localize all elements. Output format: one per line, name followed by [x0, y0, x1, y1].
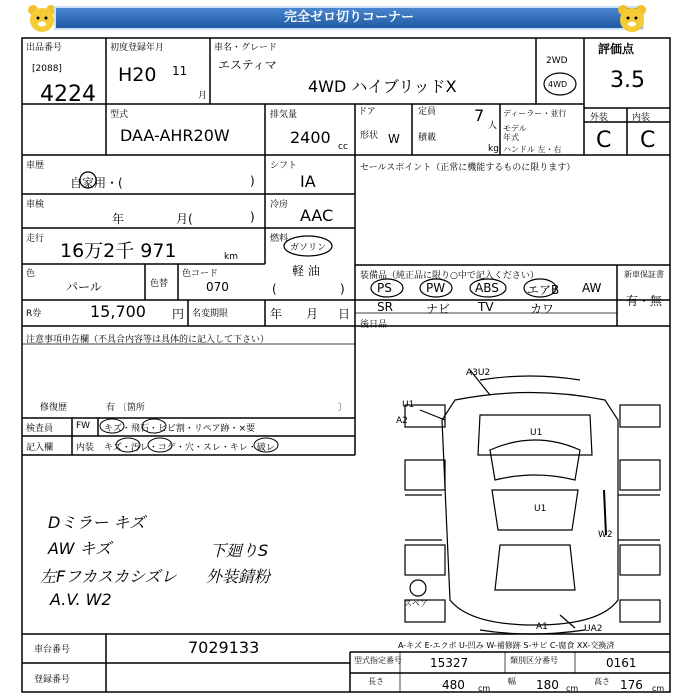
model-label: 型式 [110, 110, 129, 120]
first-reg-month: 11 [172, 64, 188, 78]
inspection-label: 車検 [26, 200, 45, 210]
recycle-unit: 円 [172, 307, 185, 321]
dims-unit: cm [478, 684, 491, 693]
inspection-year: 年 [112, 212, 125, 226]
equipment-abs: ABS [475, 281, 499, 295]
equipment-ps: PS [377, 281, 392, 295]
exterior-value: C [596, 128, 612, 153]
diagram-mark: W2 [598, 530, 613, 540]
color-change-label: 色替 [150, 279, 169, 289]
displacement-value: 2400 [290, 128, 331, 147]
drive-label: 2WD [546, 56, 568, 66]
equipment-aw: AW [582, 281, 602, 295]
damage-row-exterior: キズ・飛石・ヒビ割・リペア跡・×要 [104, 424, 256, 434]
dims-width-label: 幅 [508, 677, 516, 686]
lot-code: [2088] [32, 64, 62, 74]
history-value: 自家用・( [70, 176, 123, 190]
damage-legend: A-キズ E-エクボ U-凹み W-補修跡 S-サビ C-腐食 XX-交換済 [398, 641, 615, 650]
car-label: 車名・グレード [214, 43, 278, 53]
diagram-mark: A2 [396, 416, 408, 426]
ac-label: 冷房 [270, 200, 289, 210]
dims-length: 480 [442, 678, 465, 692]
capacity-unit: 人 [488, 121, 498, 131]
mileage-value: 16万2千 971 [60, 240, 177, 262]
diagram-mark: A3U2 [466, 368, 491, 378]
interior-value: C [640, 128, 656, 153]
color-code-value: 070 [206, 280, 229, 294]
entry-label: 記入欄 [26, 443, 54, 453]
capacity-value: 7 [474, 106, 485, 125]
color-label: 色 [26, 269, 36, 279]
designation-label: 型式指定番号 [354, 656, 402, 665]
score-value: 3.5 [610, 68, 645, 93]
equipment-label: 装備品（純正品に限り○中で記入ください） [360, 271, 539, 281]
model-value: DAA-AHR20W [120, 126, 230, 145]
handwritten-note: 外装錆粉 [206, 567, 271, 586]
chassis-label: 車台番号 [34, 645, 71, 655]
recycle-value: 15,700 [90, 302, 146, 321]
expiry-month: 月 [306, 307, 319, 321]
model-year-label: モデル年式 [503, 124, 527, 142]
score-label: 評価点 [598, 42, 635, 56]
entry-code: 内装 [76, 443, 95, 453]
expiry-label: 名変期限 [192, 309, 229, 319]
lot-number: 4224 [40, 82, 96, 107]
exterior-label: 外装 [590, 113, 609, 123]
damage-row-interior: キズ・汚レ・コゲ・穴・スレ・キレ・破レ [104, 443, 275, 453]
car-name: エスティマ [218, 58, 277, 72]
handwritten-note: 左Fフカスカシズレ [40, 567, 177, 586]
dealer-label: ディーラー・並行 [503, 109, 567, 118]
load-unit: kg [488, 144, 499, 154]
dims-height-label: 高さ [594, 677, 610, 686]
attach-label: 後日品 [360, 320, 388, 330]
equipment-sr: SR [377, 300, 393, 314]
category-label: 類別区分番号 [510, 656, 558, 665]
fuel-label: 燃料 [270, 234, 289, 244]
repair-value: 有 〔箇所 [106, 403, 145, 413]
handwritten-note: AW キズ [48, 539, 112, 558]
dims-unit: cm [566, 684, 579, 693]
displacement-label: 排気量 [270, 110, 298, 120]
first-reg-year: H20 [118, 64, 157, 86]
designation-value: 15327 [430, 656, 469, 670]
diagram-mark: A1 [536, 622, 548, 632]
plate-label: 登録番号 [34, 675, 71, 685]
handwritten-note: 下廻りS [210, 541, 269, 560]
lot-label: 出品番号 [26, 43, 63, 53]
first-reg-label: 初度登録年月 [110, 43, 165, 53]
equipment-navi: ナビ [426, 302, 451, 316]
load-label: 積載 [418, 133, 437, 143]
fuel-open: ( [272, 282, 277, 296]
chassis-value: 7029133 [188, 638, 260, 657]
handle-label: ハンドル 左・右 [503, 145, 562, 154]
fuel-other: 軽 油 [292, 264, 320, 278]
expiry-day: 日 [338, 307, 351, 321]
equipment-pw: PW [426, 281, 446, 295]
capacity-label: 定員 [418, 107, 437, 117]
new-warranty-value: 有・無 [626, 294, 663, 308]
dims-unit: cm [652, 684, 665, 693]
dims-width: 180 [536, 678, 559, 692]
shift-value: IA [300, 172, 316, 191]
door-label: ドア [358, 107, 376, 117]
handwritten-note: Dミラー キズ [48, 513, 146, 532]
fuel-selected: ガソリン [290, 243, 327, 253]
history-close: ) [250, 174, 255, 188]
mileage-unit: km [224, 252, 238, 262]
diagram-mark: UA2 [584, 624, 603, 634]
inspection-month: 月( [176, 212, 193, 226]
first-reg-month-unit: 月 [198, 91, 208, 101]
equipment-tv: TV [478, 300, 494, 314]
dims-height: 176 [620, 678, 643, 692]
color-value: パール [66, 280, 102, 294]
new-warranty-label: 新車保証書 [624, 270, 664, 279]
displacement-unit: cc [338, 142, 348, 152]
handwritten-note: A.V. W2 [50, 590, 112, 609]
inspector-code: FW [76, 421, 91, 431]
shape-value: W [388, 132, 400, 146]
page-title: 完全ゼロ切りコーナー [54, 6, 644, 30]
equipment-leather: カワ [530, 302, 555, 316]
expiry-year: 年 [270, 307, 283, 321]
sales-point-label: セールスポイント（正常に機能するものに限ります） [360, 163, 576, 173]
car-diagram [405, 370, 660, 634]
shape-label: 形状 [360, 131, 379, 141]
history-label: 車歴 [26, 161, 45, 171]
inspector-label: 検査員 [26, 424, 54, 434]
diagram-mark: U1 [534, 504, 547, 514]
repair-close: 〕 [338, 403, 348, 413]
interior-label: 内装 [632, 113, 651, 123]
repair-label: 修復歴 [40, 403, 68, 413]
notes-label: 注意事項申告欄（不具合内容等は具体的に記入して下さい） [26, 335, 270, 345]
dims-length-label: 長さ [368, 677, 384, 686]
recycle-label: R券 [26, 309, 42, 319]
car-grade: 4WD ハイブリッドX [308, 77, 457, 96]
inspection-close: ) [250, 210, 255, 224]
spare-label: スペア [404, 599, 428, 608]
drive-value: 4WD [548, 80, 568, 89]
ac-value: AAC [300, 206, 334, 225]
color-code-label: 色コード [182, 269, 219, 279]
shift-label: シフト [270, 161, 298, 171]
diagram-mark: U1 [402, 400, 415, 410]
diagram-mark: U1 [530, 428, 543, 438]
mileage-label: 走行 [26, 234, 45, 244]
fuel-close: ) [340, 282, 345, 296]
equipment-airbag: エアB [527, 283, 560, 297]
category-value: 0161 [606, 656, 637, 670]
